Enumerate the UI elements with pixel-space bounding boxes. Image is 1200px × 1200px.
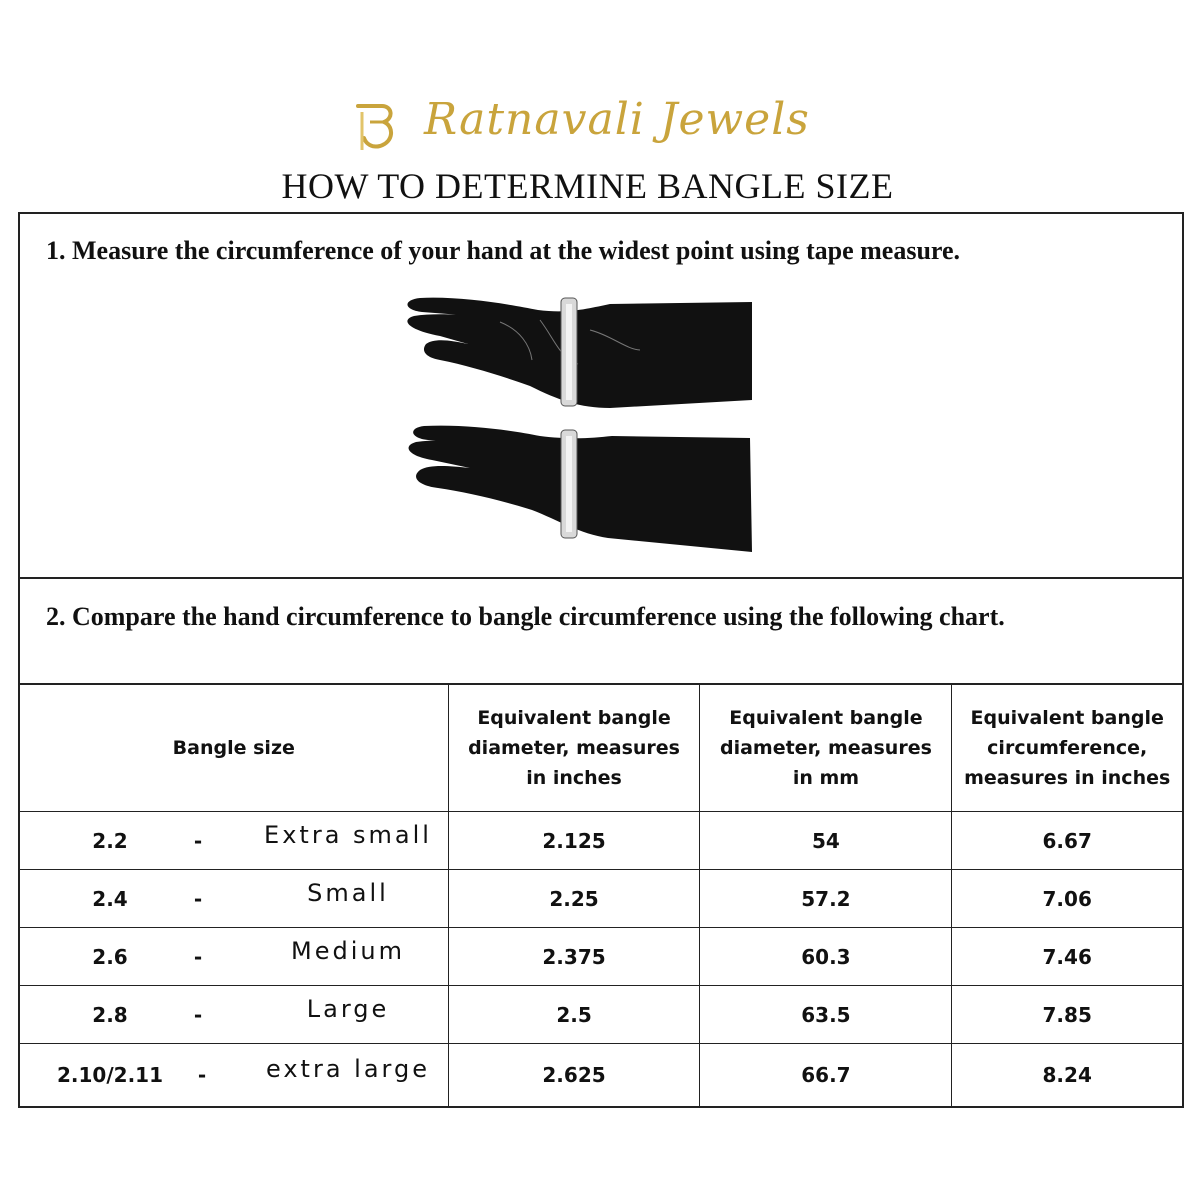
diameter-mm-cell: 60.3 (700, 928, 952, 986)
header-diameter-inches: Equivalent bangle diameter, measures in inches (448, 685, 700, 812)
size-cell (20, 812, 448, 870)
diameter-inches-cell: 2.375 (448, 928, 700, 986)
header-diameter-mm: Equivalent bangle diameter, measures in mm (700, 685, 952, 812)
circumference-inches-cell: 7.85 (952, 986, 1182, 1044)
size-code: 2.2 (92, 828, 128, 853)
diameter-mm-cell: 63.5 (700, 986, 952, 1044)
diameter-inches-cell: 2.5 (448, 986, 700, 1044)
circumference-inches-cell: 7.46 (952, 928, 1182, 986)
page-title: HOW TO DETERMINE BANGLE SIZE (281, 166, 894, 206)
size-code: 2.10/2.11 (57, 1063, 163, 1087)
table-header-row (20, 685, 1182, 812)
size-label: Medium (291, 936, 405, 965)
size-dash: - (193, 828, 203, 853)
section-divider (20, 577, 1182, 579)
diameter-mm-cell: 54 (700, 812, 952, 870)
circumference-inches-cell: 8.24 (952, 1044, 1182, 1107)
bangle-size-table (20, 685, 1182, 1106)
brand-name: Ratnavali Jewels (424, 94, 810, 145)
table-row (20, 812, 1182, 870)
size-cell (20, 870, 448, 928)
size-cell (20, 928, 448, 986)
diameter-inches-cell: 2.25 (448, 870, 700, 928)
size-dash: - (193, 886, 203, 911)
circumference-inches-cell: 6.67 (952, 812, 1182, 870)
size-label: Large (306, 994, 390, 1023)
brand-header (0, 92, 1200, 162)
size-code: 2.6 (92, 944, 128, 969)
size-code: 2.8 (92, 1002, 128, 1027)
size-label: Extra small (264, 820, 432, 849)
hand-with-tape-measure-icon (380, 290, 760, 555)
size-label: extra large (266, 1054, 430, 1083)
size-label: Small (307, 878, 389, 907)
header-circumference-inches: Equivalent bangle circumference, measures in inches (952, 685, 1182, 812)
rj-monogram-icon (352, 98, 398, 156)
size-code: 2.4 (92, 886, 128, 911)
diameter-inches-cell: 2.625 (448, 1044, 700, 1107)
step-1-text: 1. Measure the circumference of your hand at the widest point using tape measure. (46, 236, 961, 265)
diameter-mm-cell: 66.7 (700, 1044, 952, 1107)
size-cell (20, 1044, 448, 1107)
header-bangle-size: Bangle size (20, 685, 448, 812)
size-dash: - (197, 1063, 207, 1087)
table-row (20, 870, 1182, 928)
diameter-inches-cell: 2.125 (448, 812, 700, 870)
size-cell (20, 986, 448, 1044)
step-2-text: 2. Compare the hand circumference to bangle circumference using the following chart. (46, 602, 1005, 631)
circumference-inches-cell: 7.06 (952, 870, 1182, 928)
table-row (20, 986, 1182, 1044)
size-dash: - (193, 1002, 203, 1027)
size-dash: - (193, 944, 203, 969)
table-row (20, 928, 1182, 986)
instructions-frame (18, 212, 1184, 1108)
diameter-mm-cell: 57.2 (700, 870, 952, 928)
table-row (20, 1044, 1182, 1107)
